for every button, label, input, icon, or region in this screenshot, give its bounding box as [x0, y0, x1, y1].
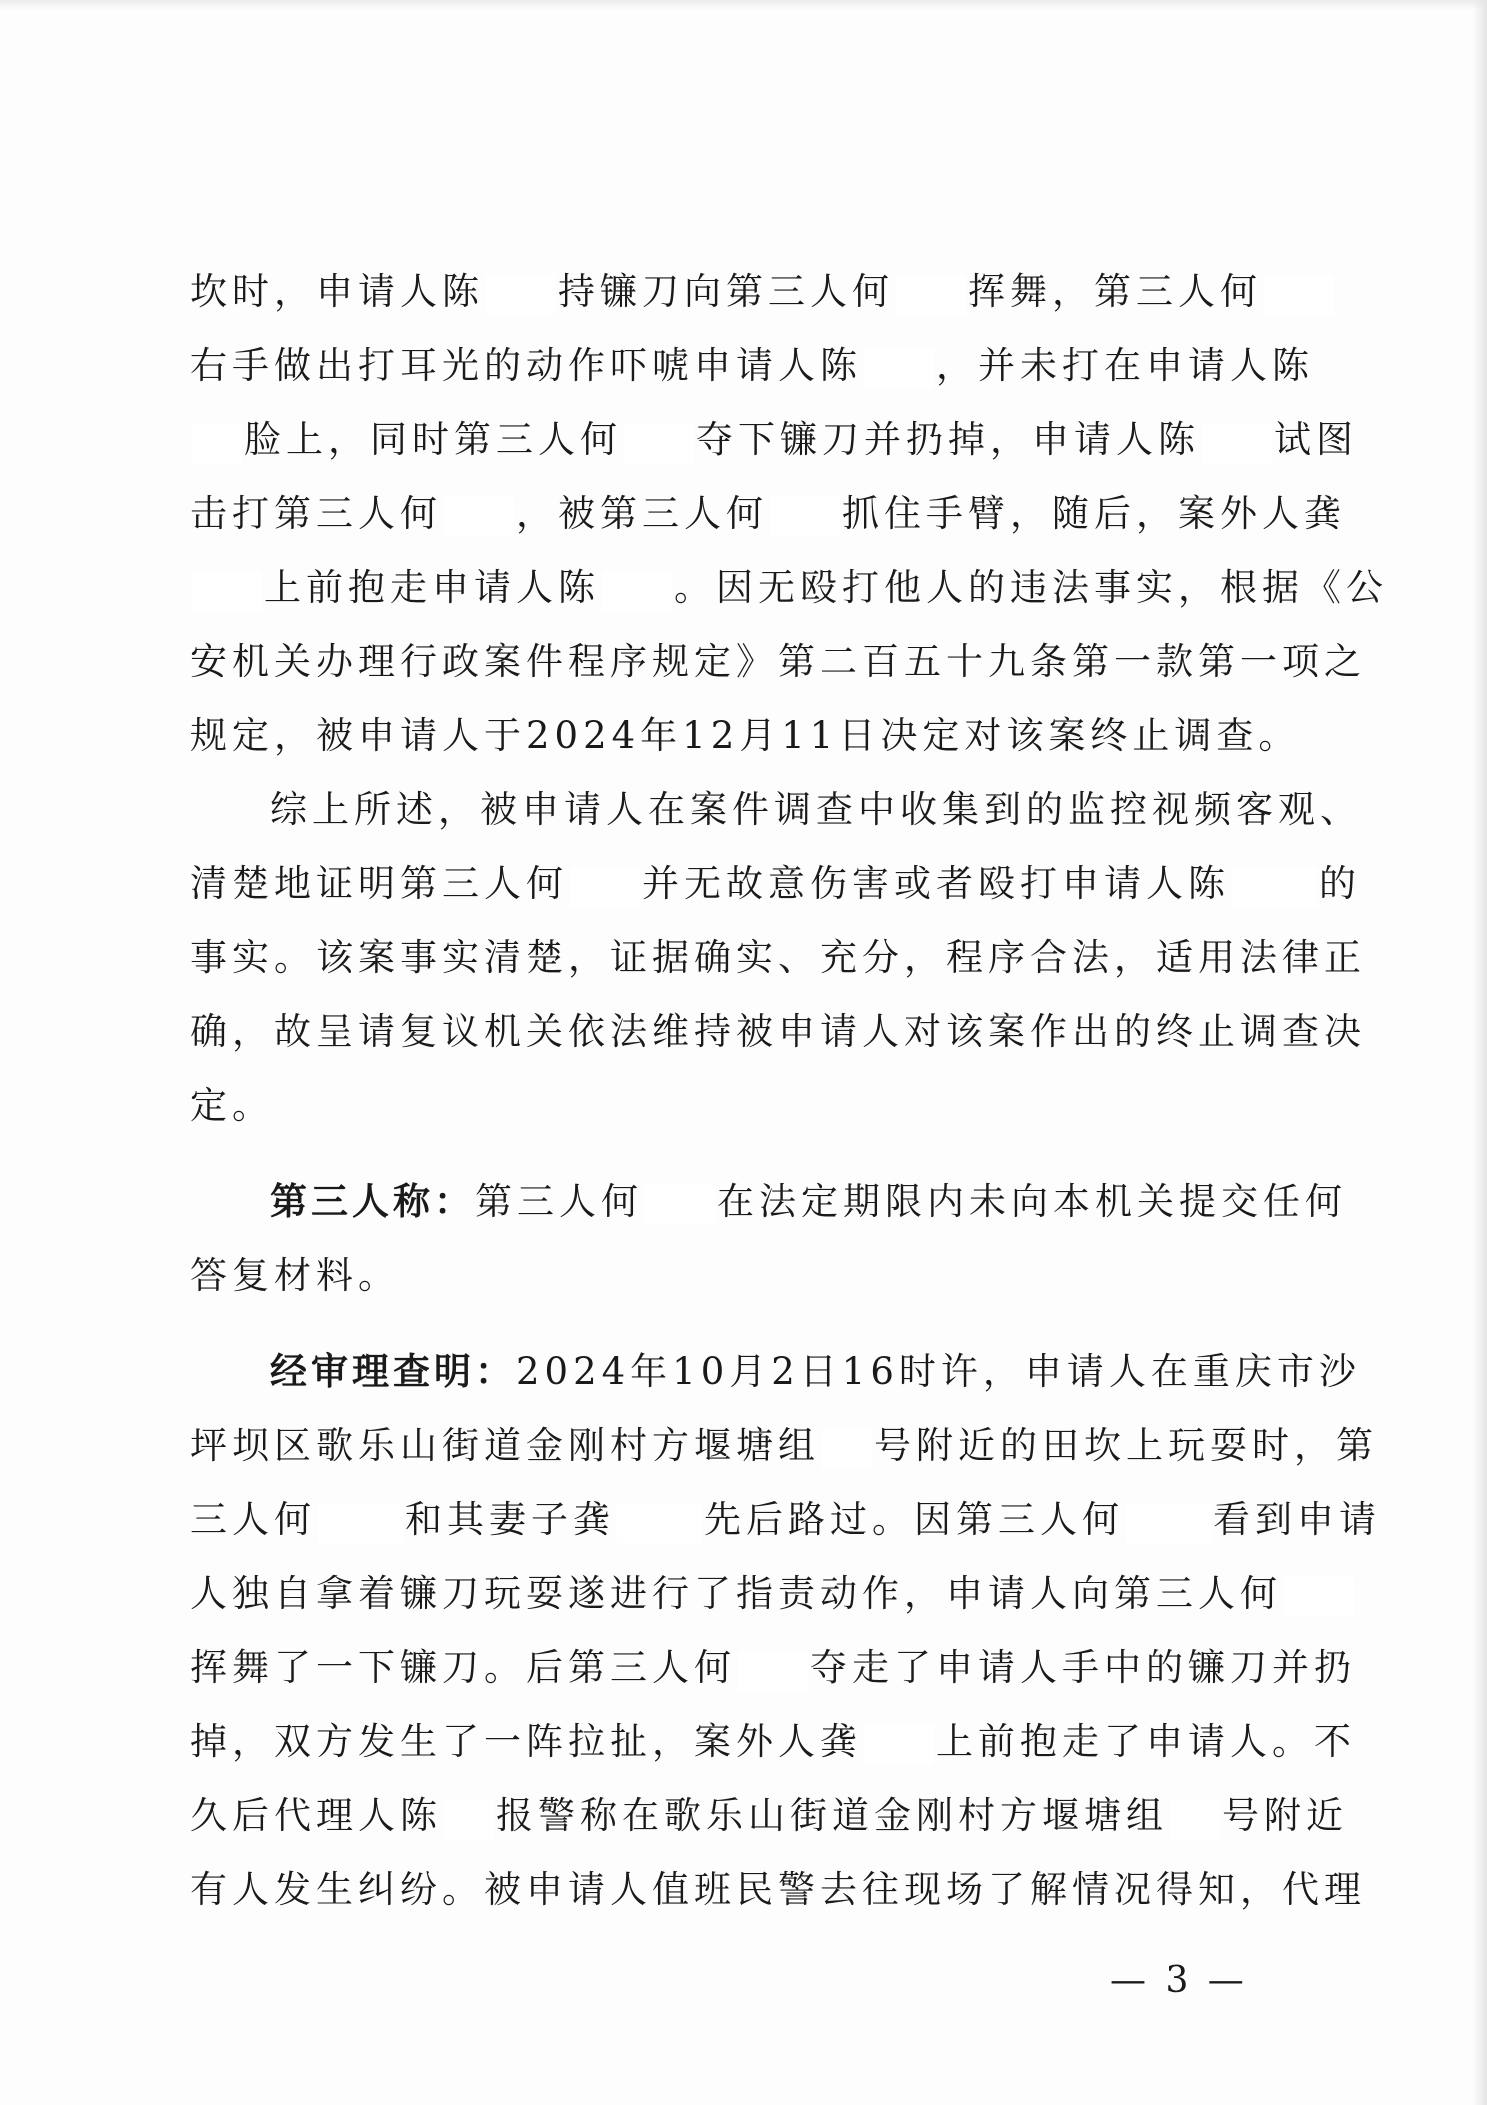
text-run: 报警称在歌乐山街道金刚村方堰塘组	[496, 1794, 1168, 1837]
text-run: 综上所述，被申请人在案件调查中收集到的监控视频客观、	[270, 788, 1362, 831]
scan-shadow-right	[1473, 0, 1487, 2105]
text-run: 确，故呈请复议机关依法维持被申请人对该案作出的终止调查决	[190, 1010, 1366, 1053]
body-line	[190, 1239, 1315, 1313]
text-run: 并无故意伤害或者殴打申请人陈	[642, 862, 1230, 905]
body-line	[190, 1165, 1347, 1239]
body-line	[190, 847, 1361, 921]
text-run: 人独自拿着镰刀玩耍遂进行了指责动作，申请人向第三人何	[190, 1572, 1282, 1615]
text-run: 先后路过。因第三人何	[704, 1498, 1124, 1541]
redaction-box	[486, 275, 556, 315]
text-run: 夺下镰刀并扔掉，申请人陈	[696, 418, 1200, 461]
text-run: 抓住手臂，随后，案外人龚	[842, 492, 1346, 535]
text-run: 挥舞，第三人何	[968, 270, 1262, 313]
redaction-box	[1232, 867, 1317, 907]
body-line	[190, 1631, 1356, 1705]
redaction-box	[318, 1503, 403, 1543]
text-run: ，并未打在申请人陈	[936, 344, 1314, 387]
body-line	[190, 995, 1366, 1069]
body-line	[190, 1483, 1381, 1557]
text-run: ，被第三人何	[516, 492, 768, 535]
redaction-box	[822, 1429, 872, 1469]
section-lead: 第三人称：	[270, 1180, 475, 1223]
redaction-box	[617, 1503, 702, 1543]
body-line	[190, 403, 1358, 477]
redaction-box	[444, 1799, 494, 1839]
text-run: 和其妻子龚	[405, 1498, 615, 1541]
text-run: 看到申请	[1213, 1498, 1381, 1541]
text-run: 夺走了申请人手中的镰刀并扔	[810, 1646, 1356, 1689]
text-run: 挥舞了一下镰刀。后第三人何	[190, 1646, 736, 1689]
body-line	[190, 1705, 1356, 1779]
redaction-box	[864, 349, 934, 389]
body-line	[190, 699, 1315, 773]
redaction-box	[602, 571, 672, 611]
text-run: 三人何	[190, 1498, 316, 1541]
redaction-box	[645, 1185, 715, 1225]
redaction-box	[444, 497, 514, 537]
text-run: 。因无殴打他人的违法事实，根据《公	[674, 566, 1388, 609]
text-run: 安机关办理行政案件程序规定》第二百五十九条第一款第一项之	[190, 640, 1366, 683]
scan-shadow-top	[0, 0, 1487, 10]
text-run: 坪坝区歌乐山街道金刚村方堰塘组	[190, 1424, 820, 1467]
redaction-box	[570, 867, 640, 907]
text-run: 在法定期限内未向本机关提交任何	[717, 1180, 1347, 1223]
body-line	[190, 551, 1388, 625]
text-run: 久后代理人陈	[190, 1794, 442, 1837]
text-run: 击打第三人何	[190, 492, 442, 535]
text-run: 定。	[190, 1084, 274, 1127]
text-run: 事实。该案事实清楚，证据确实、充分，程序合法，适用法律正	[190, 936, 1366, 979]
redaction-box	[738, 1651, 808, 1691]
text-run: 号附近	[1222, 1794, 1348, 1837]
text-run: 持镰刀向第三人何	[558, 270, 894, 313]
body-line	[190, 255, 1315, 329]
body-line	[190, 921, 1366, 995]
text-run: 上前抱走了申请人。不	[936, 1720, 1356, 1763]
body-line	[190, 1335, 1361, 1409]
body-line	[190, 1779, 1348, 1853]
body-line	[190, 1853, 1366, 1927]
redaction-box	[1264, 275, 1334, 315]
text-run: 的	[1319, 862, 1361, 905]
redaction-box	[192, 571, 262, 611]
body-line	[190, 773, 1362, 847]
text-run: 试图	[1274, 418, 1358, 461]
body-line	[190, 1069, 1315, 1143]
redaction-box	[1202, 423, 1272, 463]
redaction-box	[1284, 1577, 1354, 1617]
text-run: 2024年10月2日16时许，申请人在重庆市沙	[516, 1350, 1361, 1393]
body-line	[190, 329, 1315, 403]
redaction-box	[770, 497, 840, 537]
redaction-box	[192, 423, 242, 463]
body-line	[190, 1409, 1378, 1483]
redaction-box	[1170, 1799, 1220, 1839]
text-run: 坎时，申请人陈	[190, 270, 484, 313]
document-body	[190, 255, 1388, 1927]
text-run: 上前抱走申请人陈	[264, 566, 600, 609]
redaction-box	[896, 275, 966, 315]
section-lead: 经审理查明：	[270, 1350, 516, 1393]
redaction-box	[624, 423, 694, 463]
text-run: 答复材料。	[190, 1254, 400, 1297]
text-run: 第三人何	[475, 1180, 643, 1223]
text-run: 有人发生纠纷。被申请人值班民警去往现场了解情况得知，代理	[190, 1868, 1366, 1911]
text-run: 规定，被申请人于2024年12月11日决定对该案终止调查。	[190, 714, 1301, 757]
redaction-box	[864, 1725, 934, 1765]
text-run: 号附近的田坎上玩耍时，第	[874, 1424, 1378, 1467]
body-line	[190, 1557, 1315, 1631]
redaction-box	[1126, 1503, 1211, 1543]
body-line	[190, 625, 1366, 699]
text-run: 清楚地证明第三人何	[190, 862, 568, 905]
body-line	[190, 477, 1346, 551]
text-run: 脸上，同时第三人何	[244, 418, 622, 461]
text-run: 掉，双方发生了一阵拉扯，案外人龚	[190, 1720, 862, 1763]
text-run: 右手做出打耳光的动作吓唬申请人陈	[190, 344, 862, 387]
page-number: — 3 —	[1110, 1960, 1248, 2001]
